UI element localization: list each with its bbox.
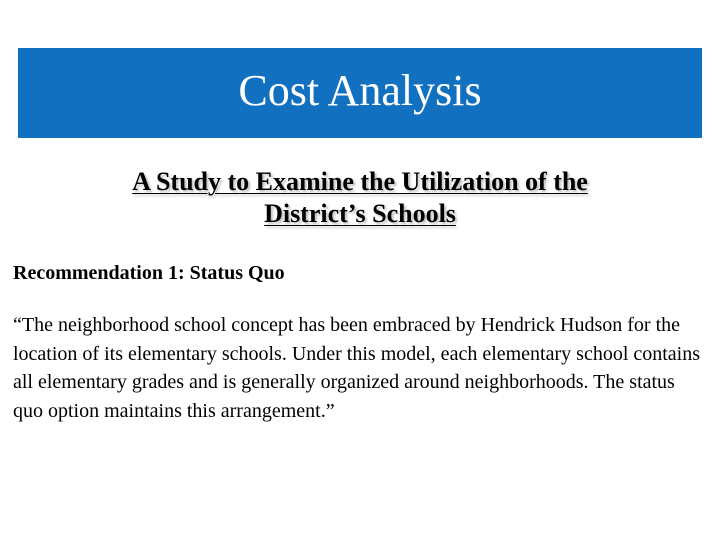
subtitle-line-1: A Study to Examine the Utilization of the [132, 167, 588, 196]
recommendation-quote: “The neighborhood school concept has been embraced by Hendrick Hudson for the location of its elementary schools. Under this model, each elementary school contains all elementary grades and is generally organized around neighborhoods. The status quo option maintains this arrangement.” [13, 314, 701, 422]
slide-title: Cost Analysis [238, 66, 482, 115]
title-banner [18, 48, 702, 138]
slide-subtitle [20, 166, 700, 230]
recommendation-heading: Recommendation 1: Status Quo [13, 262, 285, 284]
subtitle-line-2: District’s Schools [264, 199, 456, 228]
